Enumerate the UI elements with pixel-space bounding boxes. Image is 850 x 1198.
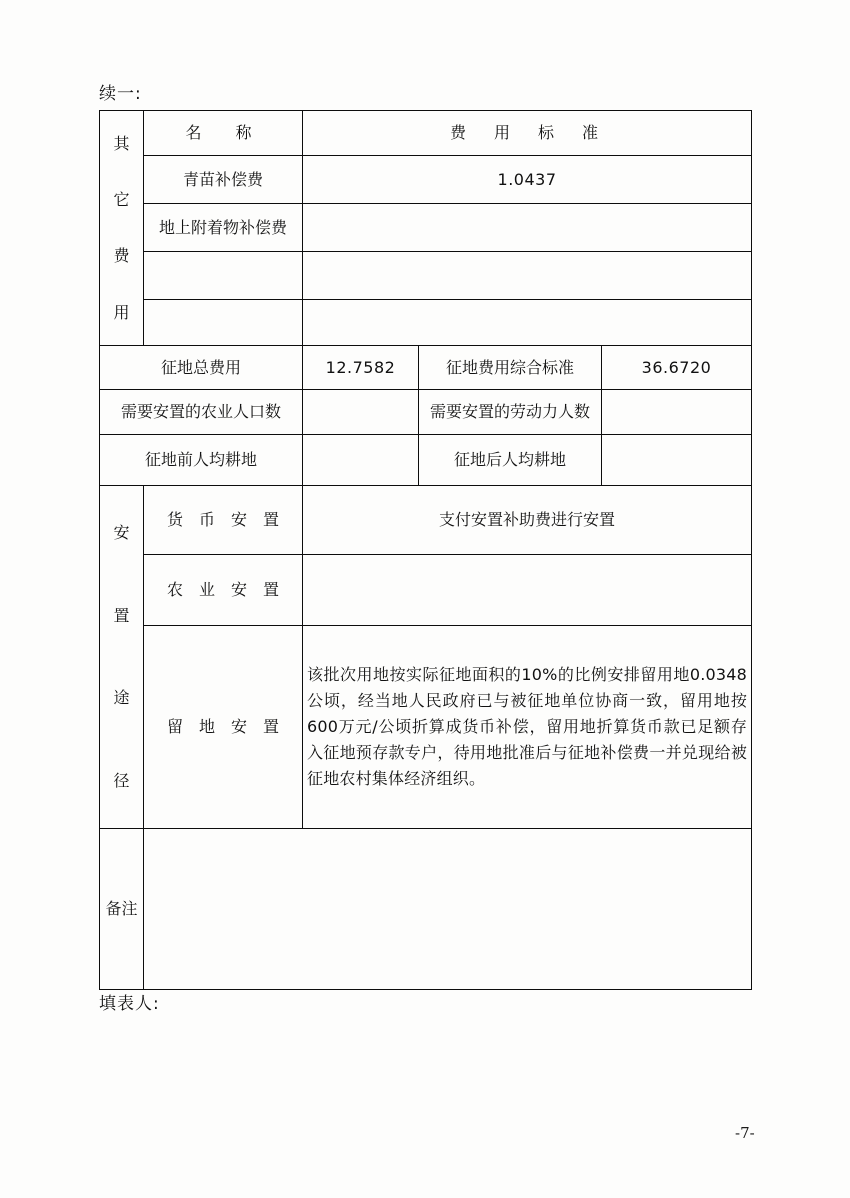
table-row	[100, 204, 752, 252]
row-label-other-fees	[100, 111, 144, 346]
reserved-land-paragraph: 该批次用地按实际征地面积的10%的比例安排留用地0.0348公顷，经当地人民政府已与被征地单位协商一致，留用地按600万元/公顷折算成货币补偿，留用地折算货币款已足额存入征地预存款专户，待用地批准后与征地补偿费一并兑现给被征地农村集体经济组织。	[307, 665, 748, 788]
table-row	[100, 156, 752, 204]
value-labor-population	[602, 390, 752, 435]
other-fees-char-3: 费	[113, 246, 130, 266]
label-arable-after: 征地后人均耕地	[419, 435, 602, 486]
resettlement-char-3: 途	[113, 688, 130, 708]
other-fees-char-4: 用	[113, 302, 130, 322]
table-row-monetary-resettlement	[100, 486, 752, 555]
value-arable-before	[303, 435, 419, 486]
preparer-label: 填表人:	[99, 994, 160, 1014]
label-agricultural-resettlement: 农 业 安 置	[144, 555, 303, 626]
fee-name-cell	[144, 300, 303, 346]
table-row-reserved-land-resettlement	[100, 626, 752, 829]
table-row	[100, 300, 752, 346]
other-fees-char-2: 它	[113, 190, 130, 210]
label-labor-population: 需要安置的劳动力人数	[419, 390, 602, 435]
value-comprehensive-standard: 36.6720	[602, 346, 752, 390]
resettlement-char-1: 安	[113, 523, 130, 543]
compensation-table	[99, 110, 752, 990]
remarks-label: 备注	[105, 899, 138, 919]
row-label-resettlement	[100, 486, 144, 829]
fee-value-cell	[303, 300, 752, 346]
table-row-total-cost	[100, 346, 752, 390]
table-row	[100, 252, 752, 300]
column-header-fee-standard: 费 用 标 准	[303, 111, 752, 156]
fee-name-cell: 地上附着物补偿费	[144, 204, 303, 252]
value-arable-after	[602, 435, 752, 486]
table-row-remarks	[100, 829, 752, 990]
continuation-label: 续一:	[99, 84, 142, 104]
resettlement-char-4: 径	[113, 770, 130, 790]
fee-value-cell	[303, 252, 752, 300]
value-agricultural-resettlement	[303, 555, 752, 626]
column-header-name: 名 称	[144, 111, 303, 156]
value-reserved-land-resettlement	[303, 626, 752, 829]
label-reserved-land-resettlement: 留 地 安 置	[144, 626, 303, 829]
other-fees-char-1: 其	[113, 133, 130, 153]
compensation-table-wrapper	[99, 110, 751, 990]
table-row-agri-population	[100, 390, 752, 435]
fee-name-cell	[144, 252, 303, 300]
resettlement-char-2: 置	[113, 605, 130, 625]
page-number: -7-	[735, 1124, 755, 1142]
label-arable-before: 征地前人均耕地	[100, 435, 303, 486]
row-label-remarks	[100, 829, 144, 990]
label-comprehensive-standard: 征地费用综合标准	[419, 346, 602, 390]
fee-value-cell: 1.0437	[303, 156, 752, 204]
label-total-land-cost: 征地总费用	[100, 346, 303, 390]
table-row-arable-land	[100, 435, 752, 486]
value-total-land-cost: 12.7582	[303, 346, 419, 390]
value-agri-population	[303, 390, 419, 435]
label-agri-population: 需要安置的农业人口数	[100, 390, 303, 435]
table-row-agricultural-resettlement	[100, 555, 752, 626]
fee-name-cell: 青苗补偿费	[144, 156, 303, 204]
value-monetary-resettlement: 支付安置补助费进行安置	[303, 486, 752, 555]
value-remarks	[144, 829, 752, 990]
label-monetary-resettlement: 货 币 安 置	[144, 486, 303, 555]
fee-value-cell	[303, 204, 752, 252]
table-row-other-fees-header	[100, 111, 752, 156]
